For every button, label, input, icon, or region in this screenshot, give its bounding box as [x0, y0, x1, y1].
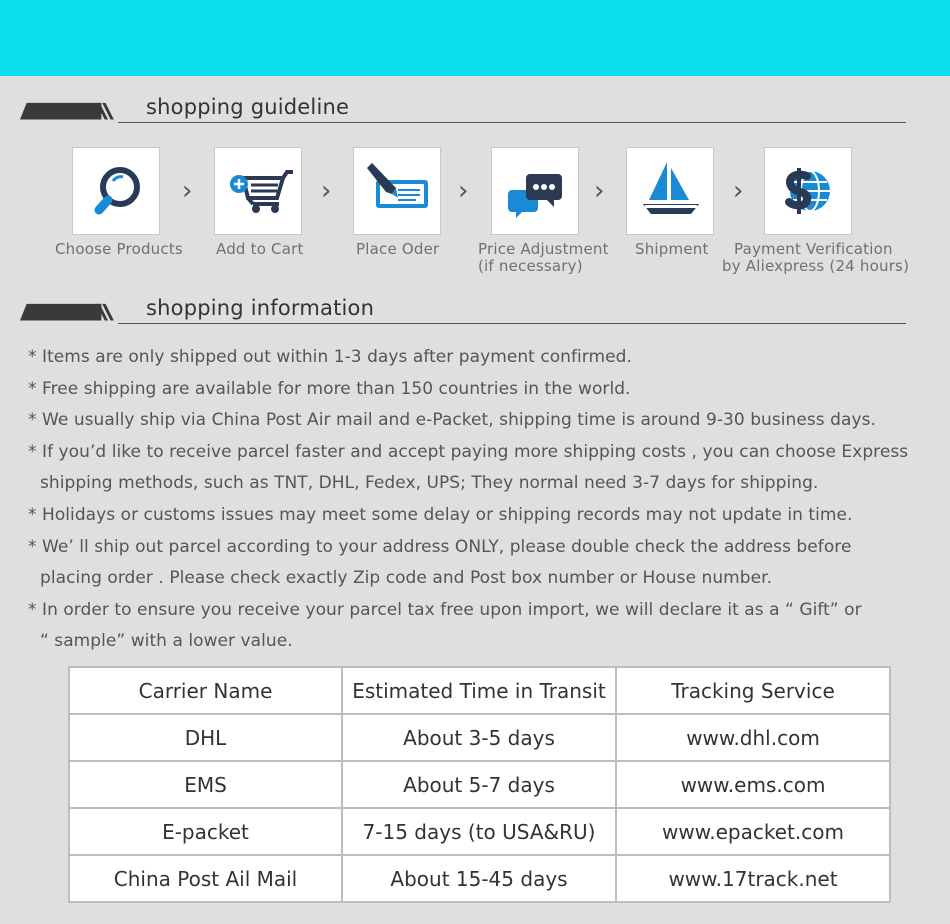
- info-line: shipping methods, such as TNT, DHL, Fedex, UPS; They normal need 3-7 days for shipping.: [40, 473, 819, 494]
- info-line: * We usually ship via China Post Air mail and e-Packet, shipping time is around 9-30 business days.: [28, 410, 876, 431]
- step-price-adjustment: [491, 147, 579, 235]
- table-cell: EMS: [69, 761, 342, 808]
- table-header: Estimated Time in Transit: [342, 667, 616, 714]
- table-cell: China Post Ail Mail: [69, 855, 342, 902]
- step-label: Choose Products: [55, 240, 183, 258]
- header-stripe-icon: [20, 303, 118, 323]
- step-label: Add to Cart: [216, 240, 304, 258]
- magnifier-icon: [73, 148, 159, 234]
- table-cell: About 5-7 days: [342, 761, 616, 808]
- step-choose-products: [72, 147, 160, 235]
- guideline-title: shopping guideline: [146, 95, 350, 119]
- step-label: Price Adjustment: [478, 240, 609, 258]
- info-line: * Items are only shipped out within 1-3 days after payment confirmed.: [28, 347, 632, 367]
- table-cell: DHL: [69, 714, 342, 761]
- step-add-to-cart: [214, 147, 302, 235]
- step-label: Place Oder: [356, 240, 440, 258]
- step-separator: ›: [733, 176, 744, 206]
- info-line: * In order to ensure you receive your parcel tax free upon import, we will declare it as a “ Gift” or: [28, 599, 862, 620]
- divider: [118, 323, 906, 324]
- info-line: * Holidays or customs issues may meet some delay or shipping records may not update in time.: [28, 504, 853, 525]
- info-line: placing order . Please check exactly Zip code and Post box number or House number.: [40, 568, 773, 589]
- table-cell: About 15-45 days: [342, 855, 616, 902]
- dollar-globe-icon: [765, 148, 851, 234]
- info-line: “ sample” with a lower value.: [40, 631, 293, 652]
- guideline-header: [20, 95, 906, 128]
- info-line: * If you’d like to receive parcel faster and accept paying more shipping costs , you can choose Express: [28, 441, 909, 462]
- step-place-order: [353, 147, 441, 235]
- table-cell: www.dhl.com: [616, 714, 890, 761]
- step-payment-verification: [764, 147, 852, 235]
- table-header-row: [69, 667, 890, 714]
- table-cell: www.epacket.com: [616, 808, 890, 855]
- pen-check-icon: [354, 148, 440, 234]
- step-label: Payment Verification: [734, 240, 893, 258]
- information-header: [20, 296, 906, 329]
- step-sublabel: by Aliexpress (24 hours): [722, 257, 910, 275]
- header-stripe-icon: [20, 102, 118, 122]
- table-cell: About 3-5 days: [342, 714, 616, 761]
- top-banner: [0, 0, 950, 76]
- table-row: [69, 808, 890, 855]
- table-cell: www.ems.com: [616, 761, 890, 808]
- chat-bubbles-icon: [492, 148, 578, 234]
- step-label: Shipment: [635, 240, 709, 258]
- info-line: * We’ ll ship out parcel according to your address ONLY, please double check the address before: [28, 536, 852, 557]
- step-separator: ›: [182, 176, 193, 206]
- step-shipment: [626, 147, 714, 235]
- table-row: [69, 855, 890, 902]
- information-title: shopping information: [146, 296, 375, 320]
- divider: [118, 122, 906, 123]
- table-cell: www.17track.net: [616, 855, 890, 902]
- info-line: * Free shipping are available for more than 150 countries in the world.: [28, 378, 631, 399]
- cart-icon: [215, 148, 301, 234]
- table-cell: 7-15 days (to USA&RU): [342, 808, 616, 855]
- step-separator: ›: [594, 176, 605, 206]
- table-header: Carrier Name: [69, 667, 342, 714]
- table-header: Tracking Service: [616, 667, 890, 714]
- table-cell: E-packet: [69, 808, 342, 855]
- table-row: [69, 714, 890, 761]
- step-separator: ›: [321, 176, 332, 206]
- ship-icon: [627, 148, 713, 234]
- carrier-table: [68, 666, 891, 903]
- table-row: [69, 761, 890, 808]
- step-sublabel: (if necessary): [478, 257, 583, 275]
- information-list: [28, 342, 928, 658]
- step-separator: ›: [458, 176, 469, 206]
